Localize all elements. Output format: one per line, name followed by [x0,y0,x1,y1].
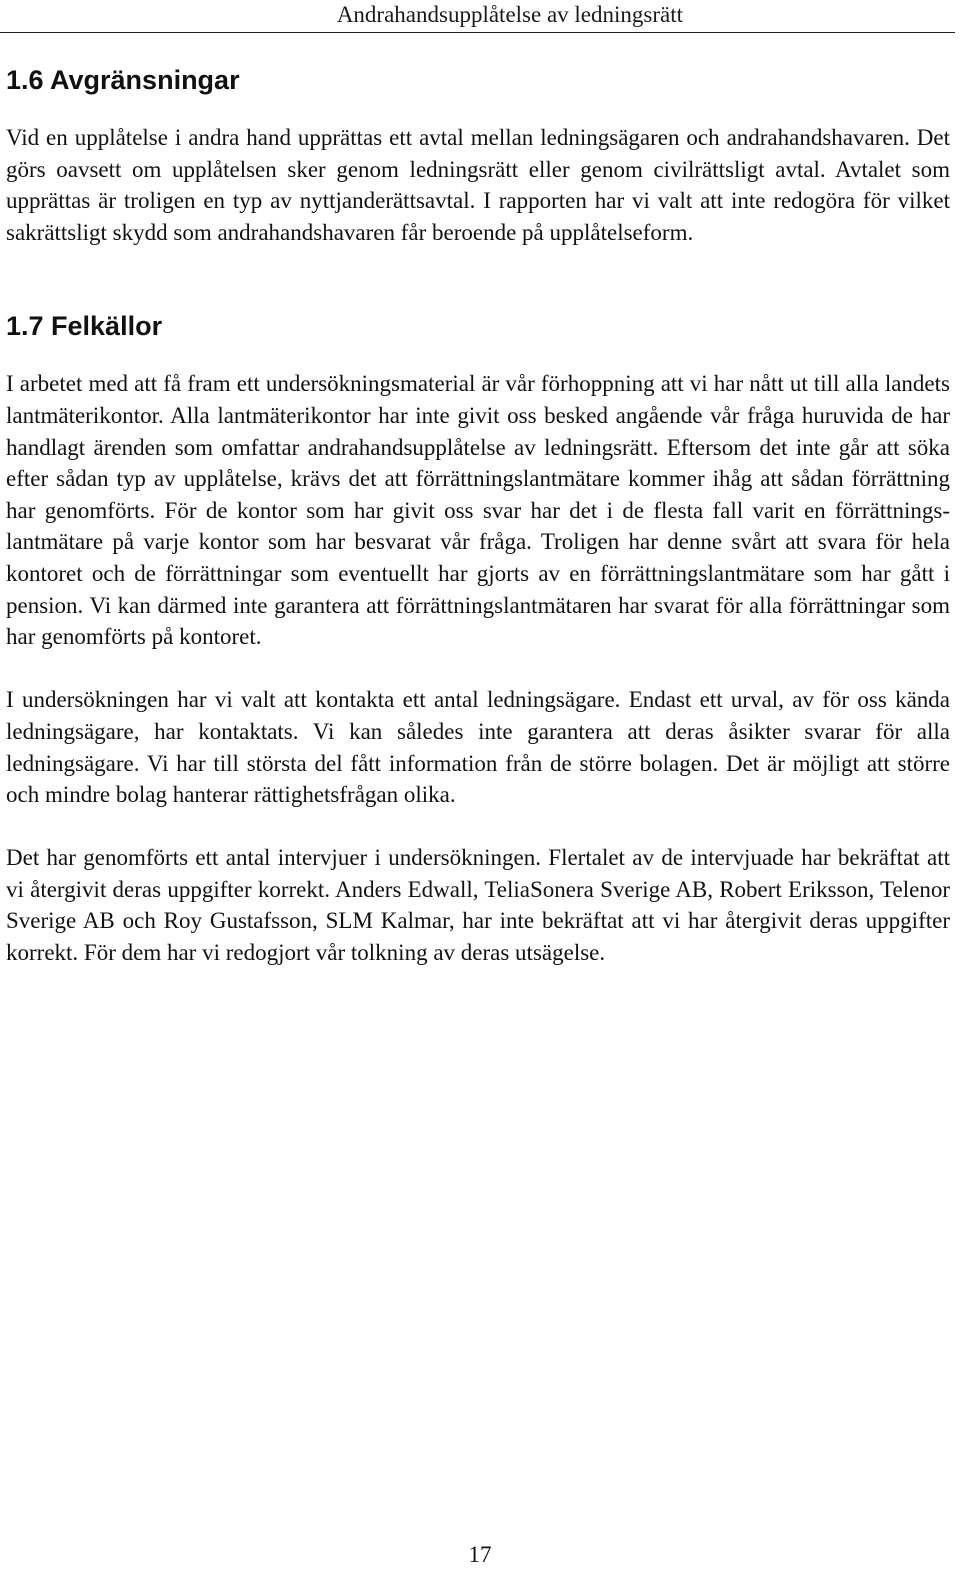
paragraph-avgransningar: Vid en upplåtelse i andra hand upprättas ett avtal mellan ledningsägaren och andrahandshavaren. Det görs oavsett om upplåtelsen sker genom ledningsrätt eller genom civilrättsligt avtal. Avtalet som upprättas är troligen en typ av nyttjanderättsavtal. I rapporten har vi valt att inte redogöra för vilket sakrättsligt skydd som andrahandshavaren får beroende på upplåtelseform. [6,125,950,245]
paragraph-felkallor-2: I undersökningen har vi valt att kontakta ett antal ledningsägare. Endast ett urval, av för oss kända ledningsägare, har kontaktats. Vi kan således inte garantera att deras åsikter svarar för alla ledningsägare. Vi har till största del fått information från de större bolagen. Det är möjligt att större och mindre bolag hanterar rättighetsfrågan olika. [6,687,950,808]
page-number: 17 [468,1542,492,1567]
page-body [6,60,950,969]
paragraph-felkallor-3: Det har genomförts ett antal intervjuer i undersökningen. Flertalet av de intervjuade har bekräftat att vi återgivit deras uppgifter korrekt. Anders Edwall, TeliaSonera Sverige AB, Robert Eriksson, Telenor Sverige AB och Roy Gustafsson, SLM Kalmar, har inte bekräftat att vi har återgivit deras uppgifter korrekt. För dem har vi redogjort vår tolkning av deras utsägelse. [6,845,950,966]
section-heading-avgransningar: 1.6 Avgränsningar [6,65,240,95]
running-header [0,0,955,33]
section-heading-felkallor: 1.7 Felkällor [6,311,163,342]
paragraph-felkallor-1: I arbetet med att få fram ett undersökningsmaterial är vår förhoppning att vi har nått ut till alla landets lantmäterikontor. Alla lantmäterikontor har inte givit oss besked angående vår fråga huruvida de har handlagt ärenden som omfattar andrahandsupplåtelse av ledningsrätt. Eftersom det inte går att söka efter sådan typ av upplåtelse, krävs det att förrättningslantmätare kommer ihåg att sådan förrättning har genomförts. För de kontor som har givit oss svar har det i de flesta fall varit en förrättningslantmätare på varje kontor som har besvarat vår fråga. Troligen har denne svårt att svara för hela kontoret och de förrättningar som eventuellt har gjorts av en förrättningslantmätare som har gått i pension. Vi kan därmed inte garantera att förrättningslantmätaren har svarat för alla förrättningar som har genomförts på kontoret. [6,371,950,650]
running-header-title: Andrahandsupplåtelse av ledningsrätt [336,2,683,27]
